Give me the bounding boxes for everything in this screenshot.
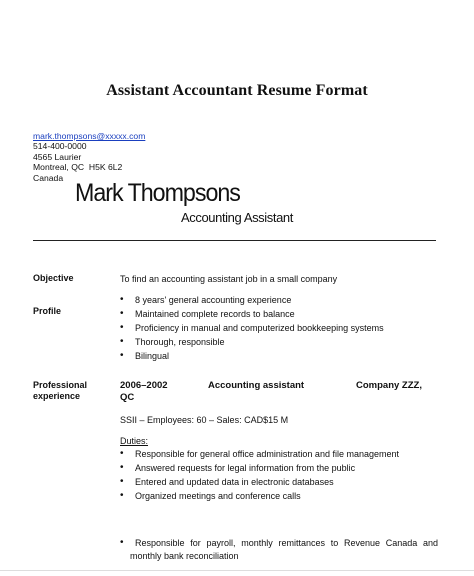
header-divider <box>33 240 436 241</box>
email-link[interactable]: mark.thompsons@xxxxx.com <box>33 131 146 141</box>
contact-block <box>33 131 145 183</box>
phone-text: 514-400-0000 <box>33 141 87 152</box>
experience-company: Company ZZZ, <box>356 380 422 391</box>
duty-long-item: • Responsible for payroll, monthly remittances to Revenue Canada and monthly bank reconciliation <box>120 537 438 561</box>
objective-label: Objective <box>33 273 74 283</box>
country-text: Canada <box>33 172 64 183</box>
profile-list <box>120 293 440 363</box>
objective-text: To find an accounting assistant job in a small company <box>120 274 338 284</box>
list-item: • Maintained complete records to balance <box>120 307 440 321</box>
experience-position: Accounting assistant <box>208 380 305 391</box>
duty-long-line1: Responsible for payroll, monthly remittances to Revenue Canada and <box>135 538 438 548</box>
city-text: Montreal, QC H5K 6L2 <box>33 162 123 173</box>
list-item: • 8 years' general accounting experience <box>120 293 440 307</box>
list-item: • Entered and updated data in electronic databases <box>120 475 438 489</box>
document-title: Assistant Accountant Resume Format <box>106 82 368 99</box>
profile-label: Profile <box>33 306 62 316</box>
experience-details: SSII – Employees: 60 – Sales: CAD$15 M <box>120 415 289 425</box>
list-item: • Organized meetings and conference calls <box>120 489 438 503</box>
candidate-name: Mark Thompsons <box>75 179 240 207</box>
page-bottom-divider <box>0 570 474 571</box>
duties-label: Duties: <box>120 436 149 446</box>
list-item: • Proficiency in manual and computerized bookkeeping systems <box>120 321 440 335</box>
list-item: • Thorough, responsible <box>120 335 440 349</box>
street-text: 4565 Laurier <box>33 151 82 162</box>
experience-label: Professional experience <box>33 380 88 401</box>
duties-list <box>120 447 438 503</box>
candidate-role: Accounting Assistant <box>181 210 293 225</box>
list-item: • Responsible for general office administration and file management <box>120 447 438 461</box>
duty-long-line2: monthly bank reconciliation <box>130 550 239 561</box>
list-item: • Answered requests for legal information from the public <box>120 461 438 475</box>
experience-period: 2006–2002 QC <box>120 380 168 403</box>
list-item: • Bilingual <box>120 349 440 363</box>
